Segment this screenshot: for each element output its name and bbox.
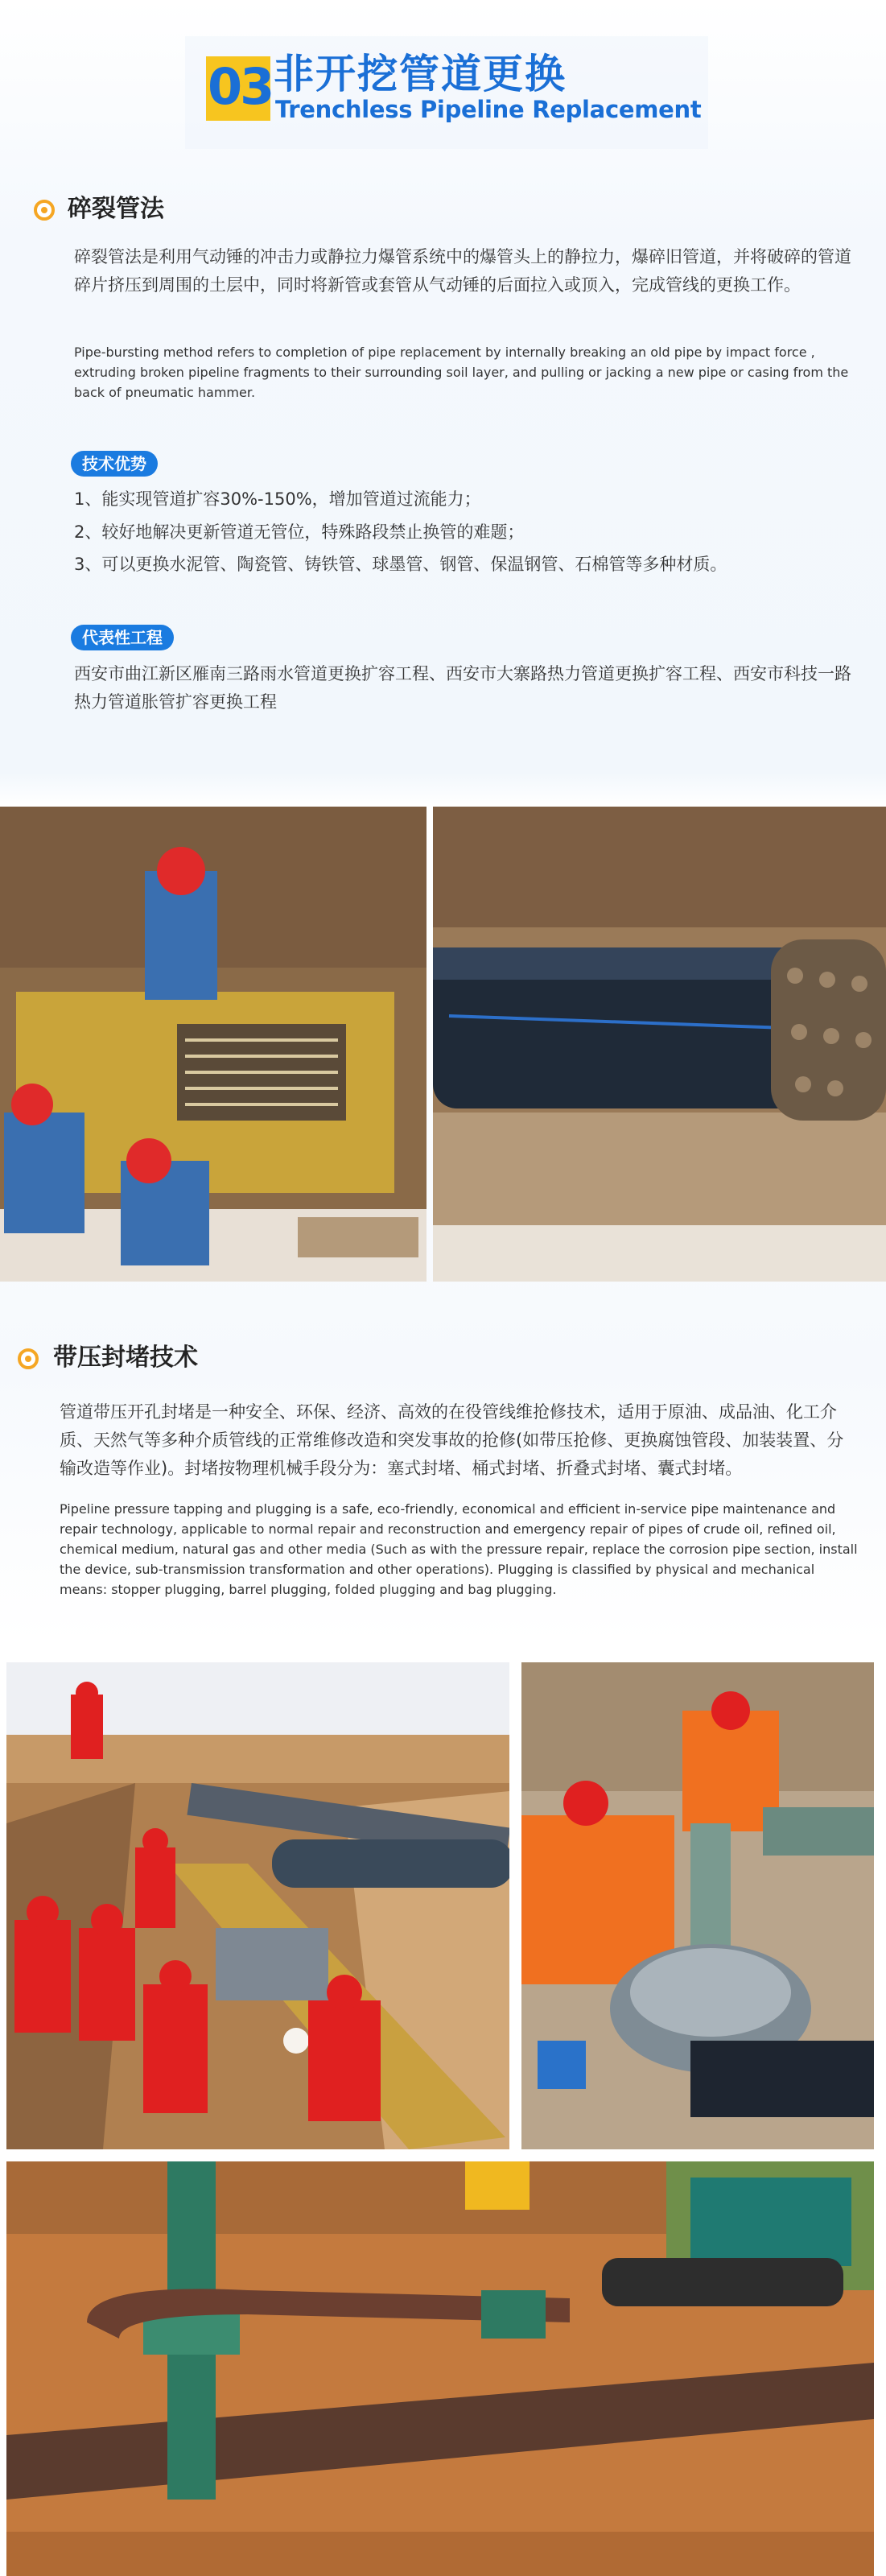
advantages-label: 技术优势	[71, 451, 158, 477]
section1-bullet-icon	[34, 200, 55, 221]
photo-pipe-bursting-machine	[0, 807, 427, 1282]
advantage-item-3: 3、可以更换水泥管、陶瓷管、铸铁管、球墨管、钢管、保温钢管、石棉管等多种材质。	[74, 555, 727, 574]
projects-label: 代表性工程	[71, 625, 174, 650]
photo-pipeline-field-site	[6, 2161, 874, 2576]
page-title-en: Trenchless Pipeline Replacement	[275, 96, 702, 123]
section2-description-cn: 管道带压开孔封堵是一种安全、环保、经济、高效的在役管线维抢修技术，适用于原油、成品油、化工介质、天然气等多种介质管线的正常维修改造和突发事故的抢修(如带压抢修、更换腐蚀管段、加装装置、分输改造等作业)。封堵按物理机械手段分为：塞式封堵、桶式封堵、折叠式封堵、囊式封堵。	[60, 1402, 844, 1478]
projects-list: 西安市曲江新区雁南三路雨水管道更换扩容工程、西安市大寨路热力管道更换扩容工程、西安市科技一路热力管道胀管扩容更换工程	[74, 664, 851, 712]
photo-plugging-machine	[521, 1662, 874, 2149]
page-title-cn: 非开挖管道更换	[274, 51, 567, 97]
advantage-item-1: 1、能实现管道扩容30%-150%，增加管道过流能力；	[74, 489, 481, 509]
section2-title: 带压封堵技术	[53, 1344, 198, 1372]
section-number: 03	[208, 57, 273, 116]
photo-new-pipe-in-trench	[433, 807, 886, 1282]
section1-description-en: Pipe-bursting method refers to completion of pipe replacement by internally breaking an old pipe by impact force , extruding broken pipeline fragments to their surrounding soil layer, and pulling or jacking a new pipe or casing from the back of pneumatic hammer.	[74, 345, 849, 400]
section2-bullet-icon	[18, 1348, 39, 1369]
section1-title: 碎裂管法	[68, 195, 164, 223]
section2-description-en: Pipeline pressure tapping and plugging is a safe, eco-friendly, economical and efficient in-service pipe maintenance and repair technology, applicable to normal repair and reconstruction and emergency repair of pipes of crude oil, refined oil, chemical medium, natural gas and other media (Such as with the pressure repair, replace the corrosion pipe section, install the device, sub-transmission transformation and other operations). Plugging is classified by physical and mechanical means: stopper plugging, barrel plugging, folded plugging and bag plugging.	[60, 1501, 858, 1597]
section1-description-cn: 碎裂管法是利用气动锤的冲击力或静拉力爆管系统中的爆管头上的静拉力，爆碎旧管道，并将破碎的管道碎片挤压到周围的土层中，同时将新管或套管从气动锤的后面拉入或顶入，完成管线的更换工作。	[74, 247, 851, 295]
photo-pressure-tapping-crew	[6, 1662, 509, 2149]
advantage-item-2: 2、较好地解决更新管道无管位，特殊路段禁止换管的难题；	[74, 522, 525, 542]
